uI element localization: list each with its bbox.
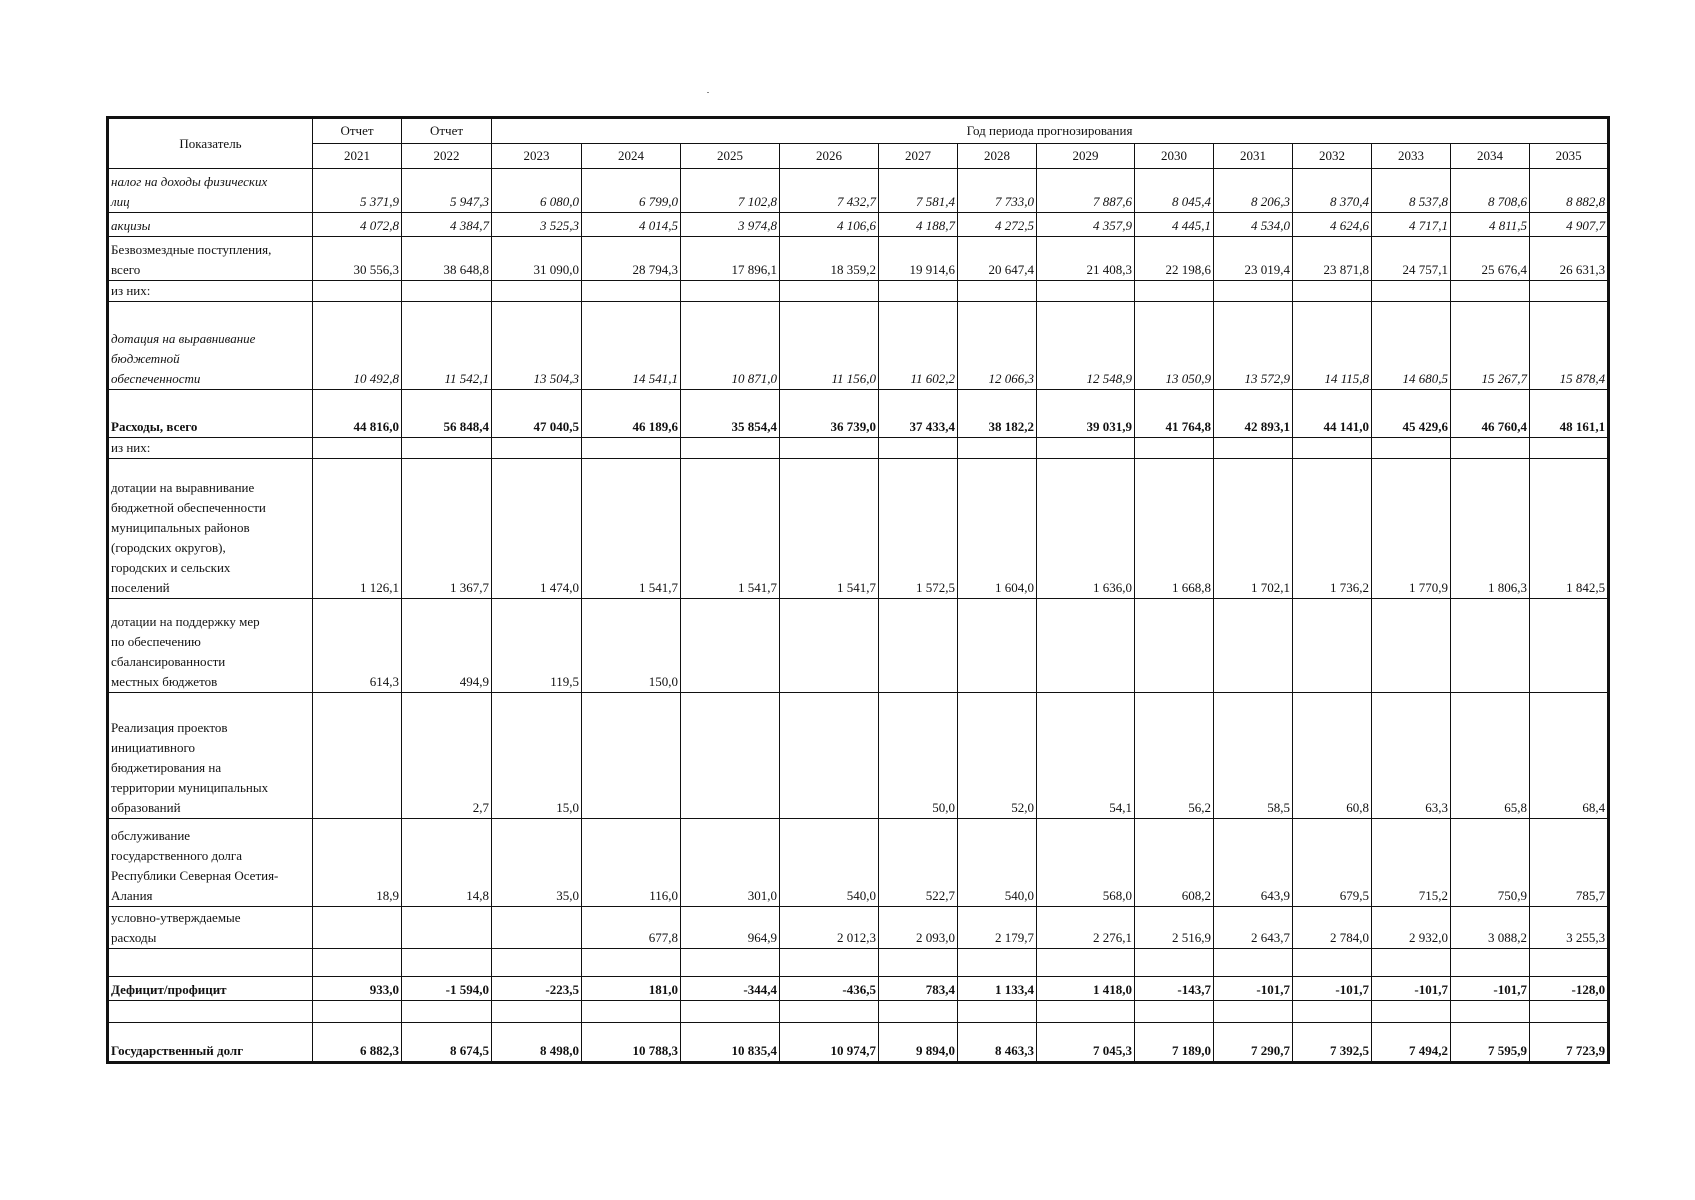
year-header-2030: 2030 (1135, 144, 1214, 169)
cell-2031 (1214, 1001, 1293, 1023)
cell-2031 (1214, 599, 1293, 693)
row-label (108, 1001, 313, 1023)
cell-2035: 7 723,9 (1530, 1023, 1609, 1063)
cell-2026 (780, 599, 879, 693)
cell-2028 (958, 1001, 1037, 1023)
cell-2031 (1214, 949, 1293, 977)
cell-2029: 7 887,6 (1037, 169, 1135, 213)
cell-2034: 8 708,6 (1451, 169, 1530, 213)
cell-2022: 38 648,8 (402, 237, 492, 281)
cell-2029: 1 418,0 (1037, 977, 1135, 1001)
table-row (108, 438, 1609, 459)
cell-2033: 1 770,9 (1372, 459, 1451, 599)
cell-2026 (780, 693, 879, 819)
year-header-2028: 2028 (958, 144, 1037, 169)
cell-2022: -1 594,0 (402, 977, 492, 1001)
cell-2033: 7 494,2 (1372, 1023, 1451, 1063)
cell-2033: -101,7 (1372, 977, 1451, 1001)
cell-2029 (1037, 281, 1135, 302)
cell-2033 (1372, 281, 1451, 302)
cell-2034: 3 088,2 (1451, 907, 1530, 949)
row-label: дотации на выравнивание бюджетной обеспеченности муниципальных районов (городских округов), городских и сельских поселений (108, 459, 313, 599)
cell-2034: 65,8 (1451, 693, 1530, 819)
cell-2034: 25 676,4 (1451, 237, 1530, 281)
cell-2023: 13 504,3 (492, 302, 582, 390)
cell-2032: 14 115,8 (1293, 302, 1372, 390)
cell-2026: 11 156,0 (780, 302, 879, 390)
cell-2028 (958, 438, 1037, 459)
cell-2032 (1293, 281, 1372, 302)
table-row (108, 1001, 1609, 1023)
cell-2021 (313, 1001, 402, 1023)
cell-2030 (1135, 949, 1214, 977)
row-label: дотации на поддержку мер по обеспечению сбалансированности местных бюджетов (108, 599, 313, 693)
year-header-2025: 2025 (681, 144, 780, 169)
cell-2035 (1530, 1001, 1609, 1023)
cell-2027: 783,4 (879, 977, 958, 1001)
cell-2021: 933,0 (313, 977, 402, 1001)
row-label: акцизы (108, 213, 313, 237)
cell-2026: 36 739,0 (780, 390, 879, 438)
cell-2032 (1293, 949, 1372, 977)
cell-2035: 785,7 (1530, 819, 1609, 907)
table-row (108, 302, 1609, 390)
cell-2021: 44 816,0 (313, 390, 402, 438)
cell-2023: 8 498,0 (492, 1023, 582, 1063)
cell-2025: 964,9 (681, 907, 780, 949)
cell-2022: 494,9 (402, 599, 492, 693)
cell-2025: 10 871,0 (681, 302, 780, 390)
cell-2021 (313, 949, 402, 977)
cell-2022: 4 384,7 (402, 213, 492, 237)
cell-2032: 4 624,6 (1293, 213, 1372, 237)
cell-2035: 48 161,1 (1530, 390, 1609, 438)
cell-2031 (1214, 281, 1293, 302)
cell-2030: 22 198,6 (1135, 237, 1214, 281)
cell-2026 (780, 949, 879, 977)
cell-2024: 14 541,1 (582, 302, 681, 390)
cell-2026: 4 106,6 (780, 213, 879, 237)
cell-2021: 10 492,8 (313, 302, 402, 390)
cell-2023 (492, 949, 582, 977)
year-header-2026: 2026 (780, 144, 879, 169)
cell-2027 (879, 949, 958, 977)
cell-2034: 4 811,5 (1451, 213, 1530, 237)
cell-2032: 1 736,2 (1293, 459, 1372, 599)
cell-2035 (1530, 281, 1609, 302)
cell-2025 (681, 949, 780, 977)
cell-2025: 1 541,7 (681, 459, 780, 599)
cell-2028: 20 647,4 (958, 237, 1037, 281)
cell-2027 (879, 438, 958, 459)
row-label: из них: (108, 438, 313, 459)
cell-2024: 4 014,5 (582, 213, 681, 237)
cell-2031: 7 290,7 (1214, 1023, 1293, 1063)
cell-2024: 1 541,7 (582, 459, 681, 599)
cell-2024: 677,8 (582, 907, 681, 949)
cell-2035: 1 842,5 (1530, 459, 1609, 599)
cell-2021: 18,9 (313, 819, 402, 907)
cell-2032 (1293, 1001, 1372, 1023)
cell-2026: 10 974,7 (780, 1023, 879, 1063)
cell-2021: 4 072,8 (313, 213, 402, 237)
cell-2033 (1372, 599, 1451, 693)
cell-2030: 56,2 (1135, 693, 1214, 819)
cell-2024 (582, 438, 681, 459)
cell-2027: 50,0 (879, 693, 958, 819)
cell-2023: 3 525,3 (492, 213, 582, 237)
cell-2031: 58,5 (1214, 693, 1293, 819)
cell-2028: 1 133,4 (958, 977, 1037, 1001)
cell-2028: 2 179,7 (958, 907, 1037, 949)
cell-2026: 540,0 (780, 819, 879, 907)
cell-2029: 568,0 (1037, 819, 1135, 907)
cell-2026: 18 359,2 (780, 237, 879, 281)
cell-2023: 15,0 (492, 693, 582, 819)
cell-2021: 6 882,3 (313, 1023, 402, 1063)
cell-2029: 1 636,0 (1037, 459, 1135, 599)
cell-2023 (492, 281, 582, 302)
table-row (108, 977, 1609, 1001)
cell-2026 (780, 438, 879, 459)
cell-2026: 7 432,7 (780, 169, 879, 213)
cell-2032 (1293, 599, 1372, 693)
cell-2027: 7 581,4 (879, 169, 958, 213)
cell-2021 (313, 693, 402, 819)
table-row (108, 169, 1609, 213)
cell-2032: 44 141,0 (1293, 390, 1372, 438)
cell-2035: 26 631,3 (1530, 237, 1609, 281)
cell-2034 (1451, 599, 1530, 693)
cell-2033: 14 680,5 (1372, 302, 1451, 390)
cell-2028: 540,0 (958, 819, 1037, 907)
cell-2024: 28 794,3 (582, 237, 681, 281)
cell-2032: 7 392,5 (1293, 1023, 1372, 1063)
table-row (108, 693, 1609, 819)
table-body (108, 169, 1609, 1063)
cell-2022 (402, 438, 492, 459)
cell-2033: 4 717,1 (1372, 213, 1451, 237)
cell-2024: 10 788,3 (582, 1023, 681, 1063)
header-row-top (108, 118, 1609, 144)
cell-2025 (681, 599, 780, 693)
cell-2030: 41 764,8 (1135, 390, 1214, 438)
cell-2022 (402, 1001, 492, 1023)
cell-2030: 1 668,8 (1135, 459, 1214, 599)
cell-2034: 15 267,7 (1451, 302, 1530, 390)
cell-2022: 2,7 (402, 693, 492, 819)
cell-2023: 6 080,0 (492, 169, 582, 213)
cell-2026 (780, 1001, 879, 1023)
cell-2025: 35 854,4 (681, 390, 780, 438)
row-label: из них: (108, 281, 313, 302)
cell-2027: 11 602,2 (879, 302, 958, 390)
year-header-2033: 2033 (1372, 144, 1451, 169)
cell-2029: 7 045,3 (1037, 1023, 1135, 1063)
cell-2027: 37 433,4 (879, 390, 958, 438)
cell-2034: 46 760,4 (1451, 390, 1530, 438)
cell-2023: 35,0 (492, 819, 582, 907)
cell-2031: 8 206,3 (1214, 169, 1293, 213)
cell-2031 (1214, 438, 1293, 459)
cell-2024: 181,0 (582, 977, 681, 1001)
cell-2029 (1037, 1001, 1135, 1023)
year-header-2034: 2034 (1451, 144, 1530, 169)
cell-2029: 39 031,9 (1037, 390, 1135, 438)
cell-2021 (313, 438, 402, 459)
year-header-2024: 2024 (582, 144, 681, 169)
cell-2034 (1451, 281, 1530, 302)
cell-2033: 2 932,0 (1372, 907, 1451, 949)
cell-2024 (582, 949, 681, 977)
cell-2031: 23 019,4 (1214, 237, 1293, 281)
row-label: дотация на выравнивание бюджетной обеспеченности (108, 302, 313, 390)
cell-2021: 614,3 (313, 599, 402, 693)
cell-2033: 715,2 (1372, 819, 1451, 907)
cell-2027: 522,7 (879, 819, 958, 907)
cell-2028: 8 463,3 (958, 1023, 1037, 1063)
cell-2024 (582, 281, 681, 302)
cell-2021 (313, 281, 402, 302)
cell-2035: -128,0 (1530, 977, 1609, 1001)
cell-2022: 8 674,5 (402, 1023, 492, 1063)
row-label (108, 949, 313, 977)
cell-2025: 7 102,8 (681, 169, 780, 213)
cell-2023: 47 040,5 (492, 390, 582, 438)
cell-2032: 2 784,0 (1293, 907, 1372, 949)
cell-2022: 14,8 (402, 819, 492, 907)
cell-2035: 8 882,8 (1530, 169, 1609, 213)
cell-2033: 24 757,1 (1372, 237, 1451, 281)
cell-2035 (1530, 438, 1609, 459)
cell-2028: 1 604,0 (958, 459, 1037, 599)
cell-2030 (1135, 599, 1214, 693)
cell-2025: 3 974,8 (681, 213, 780, 237)
cell-2029: 54,1 (1037, 693, 1135, 819)
cell-2029: 2 276,1 (1037, 907, 1135, 949)
cell-2032: -101,7 (1293, 977, 1372, 1001)
cell-2028 (958, 281, 1037, 302)
cell-2024: 116,0 (582, 819, 681, 907)
cell-2021: 1 126,1 (313, 459, 402, 599)
cell-2026: 1 541,7 (780, 459, 879, 599)
cell-2023: 119,5 (492, 599, 582, 693)
budget-forecast-table (106, 116, 1610, 1064)
cell-2029 (1037, 438, 1135, 459)
cell-2025: -344,4 (681, 977, 780, 1001)
table-row (108, 599, 1609, 693)
cell-2030: 7 189,0 (1135, 1023, 1214, 1063)
cell-2023: -223,5 (492, 977, 582, 1001)
year-header-2021: 2021 (313, 144, 402, 169)
cell-2022 (402, 907, 492, 949)
cell-2033: 63,3 (1372, 693, 1451, 819)
year-header-2035: 2035 (1530, 144, 1609, 169)
header-row-years (108, 144, 1609, 169)
cell-2026: 2 012,3 (780, 907, 879, 949)
page-speck (707, 92, 709, 93)
cell-2024: 150,0 (582, 599, 681, 693)
cell-2021: 30 556,3 (313, 237, 402, 281)
cell-2033: 8 537,8 (1372, 169, 1451, 213)
cell-2034: 1 806,3 (1451, 459, 1530, 599)
table-row (108, 907, 1609, 949)
cell-2034: -101,7 (1451, 977, 1530, 1001)
cell-2030: 2 516,9 (1135, 907, 1214, 949)
year-header-2027: 2027 (879, 144, 958, 169)
cell-2032: 8 370,4 (1293, 169, 1372, 213)
cell-2035: 15 878,4 (1530, 302, 1609, 390)
year-header-2031: 2031 (1214, 144, 1293, 169)
cell-2033 (1372, 1001, 1451, 1023)
cell-2027: 1 572,5 (879, 459, 958, 599)
cell-2028 (958, 599, 1037, 693)
cell-2027 (879, 599, 958, 693)
cell-2031: 643,9 (1214, 819, 1293, 907)
cell-2022 (402, 281, 492, 302)
cell-2032: 23 871,8 (1293, 237, 1372, 281)
cell-2034 (1451, 1001, 1530, 1023)
cell-2031: -101,7 (1214, 977, 1293, 1001)
cell-2021 (313, 907, 402, 949)
cell-2026: -436,5 (780, 977, 879, 1001)
cell-2022: 1 367,7 (402, 459, 492, 599)
cell-2032: 679,5 (1293, 819, 1372, 907)
row-label: Безвозмездные поступления, всего (108, 237, 313, 281)
cell-2028: 38 182,2 (958, 390, 1037, 438)
cell-2034: 750,9 (1451, 819, 1530, 907)
cell-2034 (1451, 949, 1530, 977)
cell-2028 (958, 949, 1037, 977)
cell-2023 (492, 438, 582, 459)
cell-2025 (681, 1001, 780, 1023)
forecast-period-header: Год периода прогнозирования (492, 118, 1609, 144)
cell-2030: 13 050,9 (1135, 302, 1214, 390)
cell-2031: 1 702,1 (1214, 459, 1293, 599)
cell-2030 (1135, 1001, 1214, 1023)
cell-2030: 8 045,4 (1135, 169, 1214, 213)
cell-2033: 45 429,6 (1372, 390, 1451, 438)
cell-2029: 4 357,9 (1037, 213, 1135, 237)
cell-2032 (1293, 438, 1372, 459)
cell-2024 (582, 693, 681, 819)
cell-2035: 68,4 (1530, 693, 1609, 819)
cell-2027: 19 914,6 (879, 237, 958, 281)
row-label: налог на доходы физических лиц (108, 169, 313, 213)
cell-2028: 7 733,0 (958, 169, 1037, 213)
indicator-header: Показатель (108, 118, 313, 169)
cell-2028: 52,0 (958, 693, 1037, 819)
cell-2028: 12 066,3 (958, 302, 1037, 390)
row-label: Государственный долг (108, 1023, 313, 1063)
cell-2029 (1037, 599, 1135, 693)
cell-2031: 42 893,1 (1214, 390, 1293, 438)
year-header-2029: 2029 (1037, 144, 1135, 169)
cell-2031: 4 534,0 (1214, 213, 1293, 237)
table-row (108, 237, 1609, 281)
cell-2023 (492, 1001, 582, 1023)
cell-2025: 10 835,4 (681, 1023, 780, 1063)
row-label: Расходы, всего (108, 390, 313, 438)
cell-2024 (582, 1001, 681, 1023)
cell-2030 (1135, 438, 1214, 459)
cell-2023: 31 090,0 (492, 237, 582, 281)
table-row (108, 213, 1609, 237)
cell-2031: 13 572,9 (1214, 302, 1293, 390)
cell-2029 (1037, 949, 1135, 977)
table-row (108, 459, 1609, 599)
cell-2032: 60,8 (1293, 693, 1372, 819)
cell-2024: 46 189,6 (582, 390, 681, 438)
year-header-2022: 2022 (402, 144, 492, 169)
cell-2034 (1451, 438, 1530, 459)
report-header-2022: Отчет (402, 118, 492, 144)
cell-2025 (681, 281, 780, 302)
cell-2035 (1530, 599, 1609, 693)
row-label: условно-утверждаемые расходы (108, 907, 313, 949)
cell-2035 (1530, 949, 1609, 977)
cell-2030 (1135, 281, 1214, 302)
cell-2025: 17 896,1 (681, 237, 780, 281)
cell-2027: 9 894,0 (879, 1023, 958, 1063)
cell-2029: 21 408,3 (1037, 237, 1135, 281)
cell-2033 (1372, 438, 1451, 459)
cell-2023: 1 474,0 (492, 459, 582, 599)
cell-2035: 4 907,7 (1530, 213, 1609, 237)
cell-2023 (492, 907, 582, 949)
cell-2033 (1372, 949, 1451, 977)
cell-2029: 12 548,9 (1037, 302, 1135, 390)
table-row (108, 949, 1609, 977)
cell-2034: 7 595,9 (1451, 1023, 1530, 1063)
report-header-2021: Отчет (313, 118, 402, 144)
cell-2027 (879, 1001, 958, 1023)
cell-2025: 301,0 (681, 819, 780, 907)
row-label: Дефицит/профицит (108, 977, 313, 1001)
cell-2028: 4 272,5 (958, 213, 1037, 237)
cell-2022: 56 848,4 (402, 390, 492, 438)
cell-2022 (402, 949, 492, 977)
cell-2022: 5 947,3 (402, 169, 492, 213)
cell-2035: 3 255,3 (1530, 907, 1609, 949)
cell-2030: 608,2 (1135, 819, 1214, 907)
cell-2027: 2 093,0 (879, 907, 958, 949)
cell-2025 (681, 438, 780, 459)
cell-2027: 4 188,7 (879, 213, 958, 237)
table-row (108, 281, 1609, 302)
cell-2030: 4 445,1 (1135, 213, 1214, 237)
row-label: обслуживание государственного долга Республики Северная Осетия- Алания (108, 819, 313, 907)
cell-2027 (879, 281, 958, 302)
cell-2025 (681, 693, 780, 819)
year-header-2032: 2032 (1293, 144, 1372, 169)
year-header-2023: 2023 (492, 144, 582, 169)
cell-2030: -143,7 (1135, 977, 1214, 1001)
table-row (108, 390, 1609, 438)
table-row (108, 1023, 1609, 1063)
cell-2022: 11 542,1 (402, 302, 492, 390)
cell-2026 (780, 281, 879, 302)
cell-2031: 2 643,7 (1214, 907, 1293, 949)
row-label: Реализация проектов инициативного бюджетирования на территории муниципальных образований (108, 693, 313, 819)
cell-2024: 6 799,0 (582, 169, 681, 213)
cell-2021: 5 371,9 (313, 169, 402, 213)
table-row (108, 819, 1609, 907)
